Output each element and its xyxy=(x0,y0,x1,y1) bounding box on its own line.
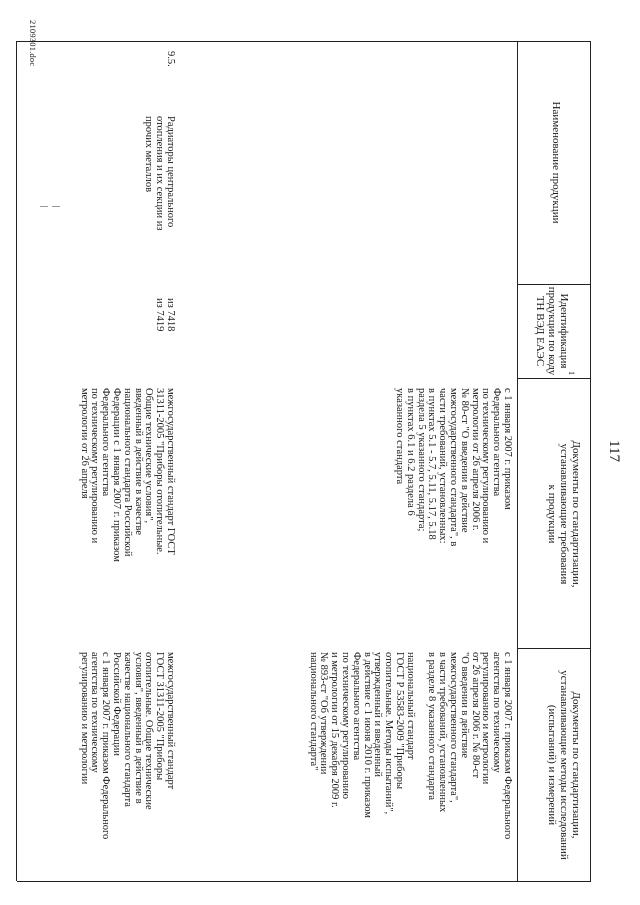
methods-cell-1: с 1 января 2007 г. приказом Федерального агентства по техническому регулированию и метрологии от 26 апреля 2006 г. № 80-ст "О введении в действие межгосударственного стандарта", в части требований, установленных в разделе 8 указанного стандарта национальный стандарт ГОСТ Р 53583-2009 "Приборы отопительные. Методы испытаний", утвержденный и введенный в действие с 1 июня 2010 г. приказом Федерального агентства по техническому регулированию и метрологии от 15 декабря 2009 г. № 893-ст "Об утверждении национального стандарта" xyxy=(307,652,513,840)
header-bottom-border xyxy=(517,41,518,881)
rotated-page xyxy=(6,16,626,893)
divider-code-requirements xyxy=(518,378,591,379)
page-number: 117 xyxy=(606,440,622,462)
requirements-cell-1: с 1 января 2007 г. приказом Федерального агентства по техническому регулированию и метрологии от 26 апреля 2006 г. № 80-ст "О введении в действие межгосударственного стандарта", в части требований, установленных: в пунктах 5.1 - 5.7, 5.11, 5.17, 5.18 раздела 5 указанного стандарта; в пунктах 6.1 и 6.2 раздела 6 указанного стандарта xyxy=(394,388,513,547)
item-number: 9.5. xyxy=(165,51,176,67)
table-top-border xyxy=(590,41,591,881)
requirements-cell-2: межгосударственный стандарт ГОСТ 31311-2005 "Приборы отопительные. Общие технические условия", введенный в действие в качестве национального стандарта Российской Федерации с 1 января 2007 г. приказом Федерального агентства по техническому регулированию и метрологии от 26 апреля xyxy=(78,388,176,562)
tnved-code-cell: из 7418 из 7419 xyxy=(154,298,176,332)
header-product-name: Наименование продукции xyxy=(550,101,562,224)
header-footnote-marker: 1 xyxy=(567,371,576,375)
product-name-cell: Радиаторы центрального отопления и их секции из прочих металлов xyxy=(143,116,176,231)
divider-name-code xyxy=(518,284,591,285)
methods-cell-2: межгосударственный стандарт ГОСТ 31311-2005 "Приборы отопительные. Общие технические условия", введенный в действие в качестве национального стандарта Российской Федерации с 1 января 2007 г. приказом Федерального агентства по техническому регулированию и метрологии xyxy=(78,652,176,840)
table-right-border xyxy=(17,881,591,882)
table-bottom-border xyxy=(16,41,17,881)
scan-mark xyxy=(40,206,48,207)
header-methods-docs: Документы по стандартизации, устанавливающие методы исследований (испытаний) и измерений xyxy=(546,670,582,860)
file-name-footer: 2109301.doc xyxy=(28,20,38,67)
header-tnved-code: Идентификация продукции по коду ТН ВЭД ЕАЭС xyxy=(534,286,570,376)
scan-mark xyxy=(52,206,60,207)
table-left-border xyxy=(17,41,591,42)
divider-requirements-methods xyxy=(518,648,591,649)
header-requirements-docs: Документы по стандартизации, устанавливающие требования к продукции xyxy=(546,440,582,588)
